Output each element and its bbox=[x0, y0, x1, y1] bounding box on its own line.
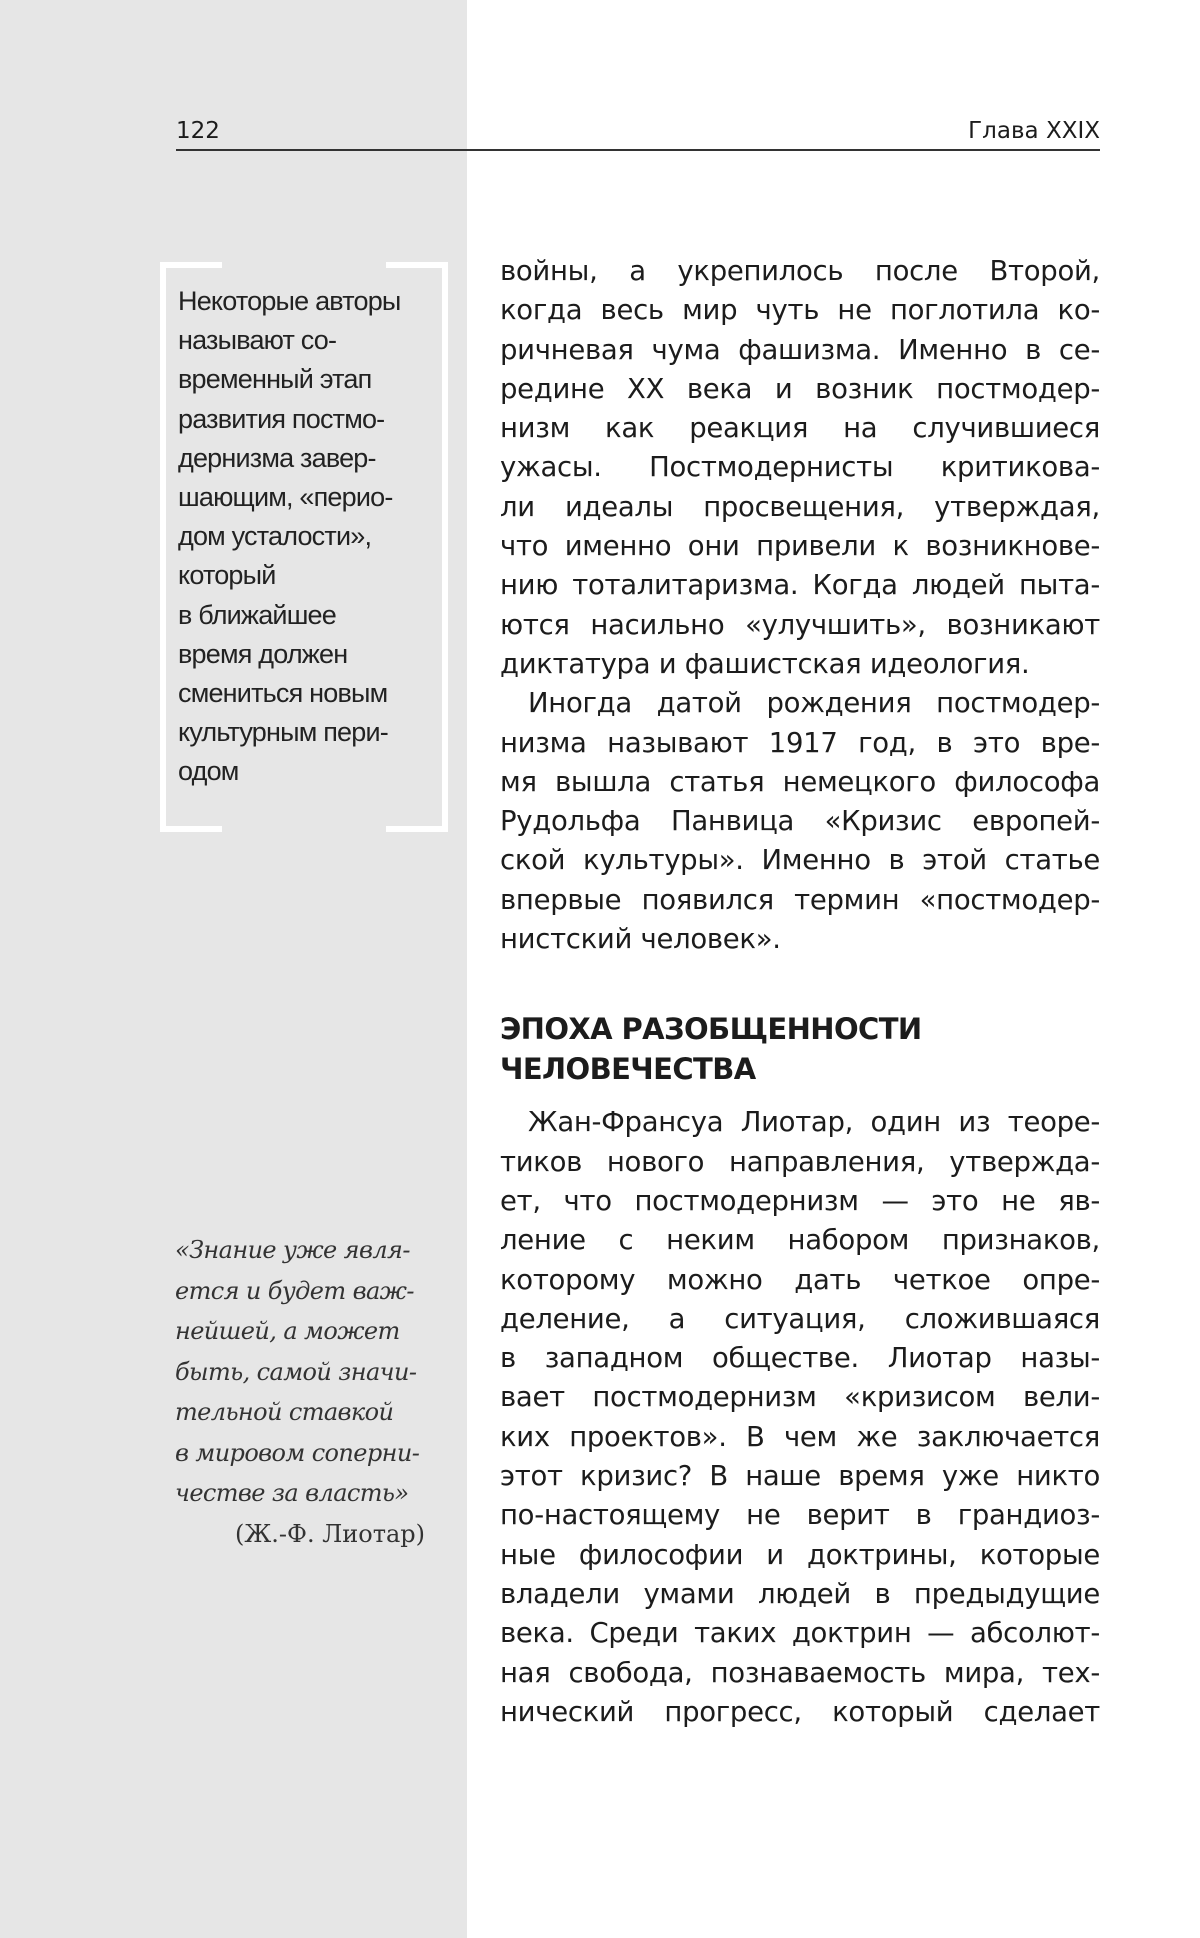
quote-line: в мировом соперни- bbox=[175, 1438, 420, 1467]
note-line: в ближайшее bbox=[178, 599, 336, 630]
page-number: 122 bbox=[176, 118, 220, 144]
text-line: ской культуры». Именно в этой статье bbox=[500, 844, 1100, 877]
note-line: который bbox=[178, 560, 276, 591]
chapter-title: Глава XXIX bbox=[968, 118, 1100, 144]
sidebar-quote bbox=[175, 1230, 425, 1554]
text-line: низм как реакция на случившиеся bbox=[500, 412, 1100, 445]
text-line: которому можно дать четкое опре- bbox=[500, 1263, 1100, 1296]
text-line: что именно они привели к возникнове- bbox=[500, 530, 1100, 563]
text-line: нический прогресс, который сделает bbox=[500, 1695, 1100, 1728]
text-line: ет, что постмодернизм — это не яв- bbox=[500, 1184, 1100, 1217]
heading-line: ЭПОХА РАЗОБЩЕННОСТИ bbox=[500, 1012, 922, 1047]
text-line: диктатура и фашистская идеология. bbox=[500, 647, 1030, 680]
text-line: редине XX века и возник постмодер- bbox=[500, 372, 1100, 405]
text-line: когда весь мир чуть не поглотила ко- bbox=[500, 294, 1100, 327]
note-line: шающим, «перио- bbox=[178, 482, 393, 513]
main-text bbox=[500, 252, 1100, 1732]
quote-author: (Ж.-Ф. Лиотар) bbox=[234, 1519, 425, 1548]
note-line: называют со- bbox=[178, 325, 337, 356]
paragraph-3 bbox=[500, 1103, 1100, 1732]
quote-line: быть, самой значи- bbox=[175, 1357, 417, 1386]
text-line: низма называют 1917 год, в это вре- bbox=[500, 726, 1100, 759]
quote-line: нейшей, а может bbox=[175, 1317, 400, 1345]
quote-line: ется и будет важ- bbox=[175, 1276, 414, 1305]
section-heading bbox=[500, 1009, 1100, 1089]
note-line: смениться новым bbox=[178, 678, 388, 709]
note-line: время должен bbox=[178, 638, 348, 669]
text-line: Иногда датой рождения постмодер- bbox=[528, 687, 1100, 720]
text-line: Рудольфа Панвица «Кризис европей- bbox=[500, 805, 1100, 838]
note-line: одом bbox=[178, 756, 239, 787]
text-line: войны, а укрепилось после Второй, bbox=[500, 255, 1100, 287]
text-line: этот кризис? В наше время уже никто bbox=[500, 1460, 1100, 1493]
text-line: мя вышла статья немецкого философа bbox=[500, 765, 1100, 798]
text-line: нистский человек». bbox=[500, 923, 781, 956]
text-line: ление с неким набором признаков, bbox=[500, 1224, 1100, 1257]
text-line: вает постмодернизм «кризисом вели- bbox=[500, 1381, 1100, 1414]
quote-line: «Знание уже явля- bbox=[175, 1236, 410, 1264]
text-line: ли идеалы просвещения, утверждая, bbox=[500, 490, 1100, 523]
note-line: Некоторые авторы bbox=[178, 286, 401, 316]
note-line: культурным пери- bbox=[178, 717, 388, 748]
note-line: дернизма завер- bbox=[178, 442, 376, 473]
paragraph-2 bbox=[500, 684, 1100, 959]
note-line: дом усталости», bbox=[178, 521, 372, 552]
text-line: нию тоталитаризма. Когда людей пыта- bbox=[500, 569, 1100, 602]
text-line: Жан-Франсуа Лиотар, один из теоре- bbox=[528, 1106, 1100, 1139]
text-line: ричневая чума фашизма. Именно в се- bbox=[500, 333, 1100, 366]
text-line: века. Среди таких доктрин — абсолют- bbox=[500, 1617, 1100, 1650]
note-line: развития постмо- bbox=[178, 403, 385, 434]
quote-line: честве за власть» bbox=[175, 1479, 409, 1507]
text-line: ются насильно «улучшить», возникают bbox=[500, 608, 1100, 641]
text-line: по-настоящему не верит в грандиоз- bbox=[500, 1499, 1100, 1532]
text-line: ная свобода, познаваемость мира, тех- bbox=[500, 1656, 1100, 1689]
text-line: впервые появился термин «постмодер- bbox=[500, 883, 1100, 916]
text-line: ные философии и доктрины, которые bbox=[500, 1538, 1100, 1571]
text-line: деление, а ситуация, сложившаяся bbox=[500, 1302, 1100, 1335]
sidebar-note-text bbox=[178, 282, 424, 792]
text-line: ких проектов». В чем же заключается bbox=[500, 1420, 1100, 1453]
note-line: временный этап bbox=[178, 364, 372, 395]
text-line: тиков нового направления, утвержда- bbox=[500, 1145, 1100, 1178]
text-line: в западном обществе. Лиотар назы- bbox=[500, 1342, 1100, 1375]
quote-line: тельной ставкой bbox=[175, 1398, 394, 1426]
sidebar-note bbox=[160, 262, 448, 832]
text-line: ужасы. Постмодернисты критикова- bbox=[500, 451, 1100, 484]
heading-line: ЧЕЛОВЕЧЕСТВА bbox=[500, 1052, 756, 1087]
paragraph-1 bbox=[500, 252, 1100, 684]
text-line: владели умами людей в предыдущие bbox=[500, 1577, 1100, 1610]
page-header bbox=[176, 116, 1100, 151]
